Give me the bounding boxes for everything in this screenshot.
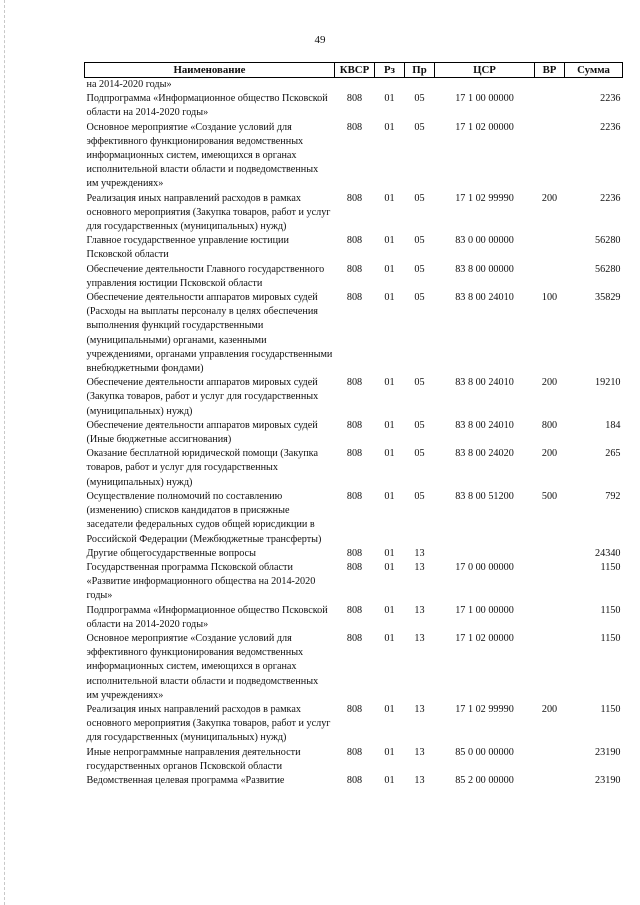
- row-sum-cell: 24340: [595, 547, 621, 559]
- row-name-cell: Подпрограмма «Информационное общество Псковской области на 2014-2020 годы»: [86, 93, 328, 119]
- row-kvsr-cell: 808: [346, 490, 363, 502]
- row-csr-cell: 17 1 02 99990: [455, 192, 514, 204]
- row-rz-cell: [375, 78, 405, 93]
- row-pr-cell: 05: [414, 490, 425, 502]
- row-sum-cell: 19210: [595, 377, 621, 389]
- table-row: [85, 447, 623, 490]
- row-name-cell: Основное мероприятие «Создание условий для эффективного функционирования ведомственных информационных систем, имеющихся в органах исполнительной власти области и подведомственных им учреждениях»: [86, 121, 319, 190]
- table-row: [85, 234, 623, 262]
- row-csr-cell: 83 8 00 24010: [455, 419, 514, 431]
- row-kvsr-cell: 808: [346, 235, 363, 247]
- row-vr-cell: [535, 547, 565, 561]
- row-kvsr-cell: 808: [346, 632, 363, 644]
- row-name-cell: Осуществление полномочий по составлению (изменению) списков кандидатов в присяжные заседатели федеральных судов общей юрисдикции в Российской Федерации (Межбюджетные трансферты): [86, 490, 322, 545]
- row-rz-cell: 01: [384, 263, 395, 275]
- row-kvsr-cell: 808: [346, 746, 363, 758]
- header-name: Наименование: [85, 63, 335, 78]
- row-csr-cell: 83 0 00 00000: [455, 235, 514, 247]
- row-name-cell: Государственная программа Псковской области «Развитие информационного общества на 2014-2020 годы»: [86, 561, 316, 602]
- row-vr-cell: 200: [541, 192, 558, 204]
- table-row: [85, 774, 623, 788]
- row-kvsr-cell: 808: [346, 121, 363, 133]
- row-kvsr-cell: 808: [346, 263, 363, 275]
- table-row: [85, 419, 623, 447]
- row-vr-cell: 200: [541, 448, 558, 460]
- row-sum-cell: 792: [605, 490, 621, 502]
- row-kvsr-cell: 808: [346, 703, 363, 715]
- row-kvsr-cell: 808: [346, 419, 363, 431]
- row-pr-cell: [405, 78, 435, 93]
- row-sum-cell: 1150: [600, 632, 621, 644]
- row-rz-cell: 01: [384, 490, 395, 502]
- row-pr-cell: 05: [414, 448, 425, 460]
- row-vr-cell: 100: [541, 292, 558, 304]
- row-vr-cell: [535, 746, 565, 774]
- row-sum-cell: 23190: [595, 746, 621, 758]
- row-sum-cell: 2236: [600, 121, 621, 133]
- row-vr-cell: 500: [541, 490, 558, 502]
- row-sum-cell: 184: [605, 419, 621, 431]
- row-sum-cell: 1150: [600, 604, 621, 616]
- row-pr-cell: 05: [414, 419, 425, 431]
- row-sum-cell: 265: [605, 448, 621, 460]
- header-rz: Рз: [375, 63, 405, 78]
- row-pr-cell: 05: [414, 93, 425, 105]
- row-csr-cell: 83 8 00 51200: [455, 490, 514, 502]
- row-vr-cell: [535, 263, 565, 291]
- row-rz-cell: 01: [384, 547, 395, 559]
- row-rz-cell: 01: [384, 632, 395, 644]
- row-name-cell: Обеспечение деятельности аппаратов мировых судей (Закупка товаров, работ и услуг для государственных (муниципальных) нужд): [86, 377, 319, 417]
- row-name-cell: Ведомственная целевая программа «Развитие: [86, 774, 285, 786]
- row-vr-cell: [535, 121, 565, 192]
- table-row: [85, 561, 623, 604]
- row-rz-cell: 01: [384, 604, 395, 616]
- header-kvsr: КВСР: [335, 63, 375, 78]
- row-csr-cell: 83 8 00 00000: [455, 263, 514, 275]
- row-name-cell: Главное государственное управление юстиции Псковской области: [86, 235, 289, 261]
- binding-edge-line: [4, 0, 5, 905]
- table-row: [85, 121, 623, 192]
- row-rz-cell: 01: [384, 419, 395, 431]
- row-csr-cell: 17 1 02 00000: [455, 121, 514, 133]
- table-row: [85, 604, 623, 632]
- header-vr: ВР: [535, 63, 565, 78]
- row-name-cell: Обеспечение деятельности Главного государственного управления юстиции Псковской области: [86, 263, 325, 289]
- row-pr-cell: 05: [414, 263, 425, 275]
- table-row: [85, 78, 623, 93]
- row-pr-cell: 05: [414, 377, 425, 389]
- row-pr-cell: 13: [414, 703, 425, 715]
- row-rz-cell: 01: [384, 774, 395, 786]
- row-kvsr-cell: 808: [346, 604, 363, 616]
- row-sum-cell: 2236: [600, 93, 621, 105]
- row-kvsr-cell: 808: [346, 292, 363, 304]
- row-kvsr-cell: [335, 78, 375, 93]
- row-csr-cell: [435, 78, 535, 93]
- header-pr: Пр: [405, 63, 435, 78]
- row-vr-cell: 200: [541, 703, 558, 715]
- row-pr-cell: 13: [414, 746, 425, 758]
- row-name-cell: Оказание бесплатной юридической помощи (Закупка товаров, работ и услуг для государственных (муниципальных) нужд): [86, 448, 318, 488]
- row-kvsr-cell: 808: [346, 547, 363, 559]
- row-vr-cell: [535, 561, 565, 604]
- row-pr-cell: 05: [414, 292, 425, 304]
- header-sum: Сумма: [565, 63, 623, 78]
- row-csr-cell: 17 1 02 00000: [455, 632, 514, 644]
- row-name-cell: Реализация иных направлений расходов в рамках основного мероприятия (Закупка товаров, работ и услуг для государственных (муниципальных) нужд): [86, 703, 331, 744]
- row-name-cell: Другие общегосударственные вопросы: [86, 547, 256, 559]
- table-row: [85, 291, 623, 376]
- row-rz-cell: 01: [384, 235, 395, 247]
- table-row: [85, 746, 623, 774]
- row-vr-cell: [535, 632, 565, 703]
- row-kvsr-cell: 808: [346, 377, 363, 389]
- table-row: [85, 703, 623, 746]
- row-pr-cell: 05: [414, 235, 425, 247]
- row-sum-cell: 56280: [595, 235, 621, 247]
- row-rz-cell: 01: [384, 703, 395, 715]
- row-csr-cell: 85 0 00 00000: [455, 746, 514, 758]
- row-rz-cell: 01: [384, 292, 395, 304]
- table-row: [85, 263, 623, 291]
- row-kvsr-cell: 808: [346, 561, 363, 573]
- row-sum-cell: [565, 78, 623, 93]
- budget-table: [84, 62, 623, 788]
- row-pr-cell: 13: [414, 632, 425, 644]
- row-pr-cell: 13: [414, 604, 425, 616]
- row-name-cell: Обеспечение деятельности аппаратов мировых судей (Иные бюджетные ассигнования): [86, 419, 318, 446]
- row-sum-cell: 1150: [600, 561, 621, 573]
- row-vr-cell: [535, 774, 565, 788]
- table-row: [85, 632, 623, 703]
- row-pr-cell: 13: [414, 774, 425, 786]
- row-sum-cell: 56280: [595, 263, 621, 275]
- row-rz-cell: 01: [384, 192, 395, 204]
- row-csr-cell: 83 8 00 24020: [455, 448, 514, 460]
- row-csr-cell: 85 2 00 00000: [455, 774, 514, 786]
- row-name-cell: Иные непрограммные направления деятельности государственных органов Псковской области: [86, 746, 301, 772]
- row-pr-cell: 05: [414, 121, 425, 133]
- row-rz-cell: 01: [384, 561, 395, 573]
- row-vr-cell: 200: [541, 377, 558, 389]
- row-rz-cell: 01: [384, 377, 395, 389]
- row-rz-cell: 01: [384, 121, 395, 133]
- table-row: [85, 547, 623, 561]
- row-csr-cell: 83 8 00 24010: [455, 292, 514, 304]
- row-kvsr-cell: 808: [346, 774, 363, 786]
- row-vr-cell: [535, 78, 565, 93]
- row-vr-cell: 800: [541, 419, 558, 431]
- row-vr-cell: [535, 234, 565, 262]
- row-rz-cell: 01: [384, 746, 395, 758]
- row-name-cell: Подпрограмма «Информационное общество Псковской области на 2014-2020 годы»: [86, 604, 328, 630]
- row-csr-cell: 17 0 00 00000: [455, 561, 514, 573]
- row-name-cell: Реализация иных направлений расходов в рамках основного мероприятия (Закупка товаров, работ и услуг для государственных (муниципальных) нужд): [86, 192, 331, 233]
- row-csr-cell: 17 1 00 00000: [455, 93, 514, 105]
- row-pr-cell: 05: [414, 192, 425, 204]
- row-csr-cell: 83 8 00 24010: [455, 377, 514, 389]
- table-body: [85, 78, 623, 789]
- table-row: [85, 92, 623, 120]
- row-csr-cell: [435, 547, 535, 561]
- row-name-cell: Основное мероприятие «Создание условий для эффективного функционирования ведомственных информационных систем, имеющихся в органах исполнительной власти области и подведомственных им учреждениях»: [86, 632, 319, 701]
- row-sum-cell: 23190: [595, 774, 621, 786]
- page-number: 49: [314, 34, 326, 46]
- table-row: [85, 192, 623, 235]
- row-sum-cell: 2236: [600, 192, 621, 204]
- row-pr-cell: 13: [414, 561, 425, 573]
- table-header-row: [85, 63, 623, 78]
- row-rz-cell: 01: [384, 448, 395, 460]
- row-kvsr-cell: 808: [346, 93, 363, 105]
- row-name-cell: на 2014-2020 годы»: [86, 79, 172, 90]
- table-row: [85, 490, 623, 547]
- row-kvsr-cell: 808: [346, 448, 363, 460]
- row-kvsr-cell: 808: [346, 192, 363, 204]
- table-row: [85, 376, 623, 419]
- row-sum-cell: 35829: [595, 292, 621, 304]
- row-name-cell: Обеспечение деятельности аппаратов мировых судей (Расходы на выплаты персоналу в целях обеспечения выполнения функций государственными (муниципальными) органами, казенными учреждениями, органами управления государственными внебюджетными фондами): [86, 292, 333, 375]
- row-csr-cell: 17 1 02 99990: [455, 703, 514, 715]
- header-csr: ЦСР: [435, 63, 535, 78]
- row-rz-cell: 01: [384, 93, 395, 105]
- row-vr-cell: [535, 92, 565, 120]
- row-csr-cell: 17 1 00 00000: [455, 604, 514, 616]
- row-pr-cell: 13: [414, 547, 425, 559]
- row-vr-cell: [535, 604, 565, 632]
- row-sum-cell: 1150: [600, 703, 621, 715]
